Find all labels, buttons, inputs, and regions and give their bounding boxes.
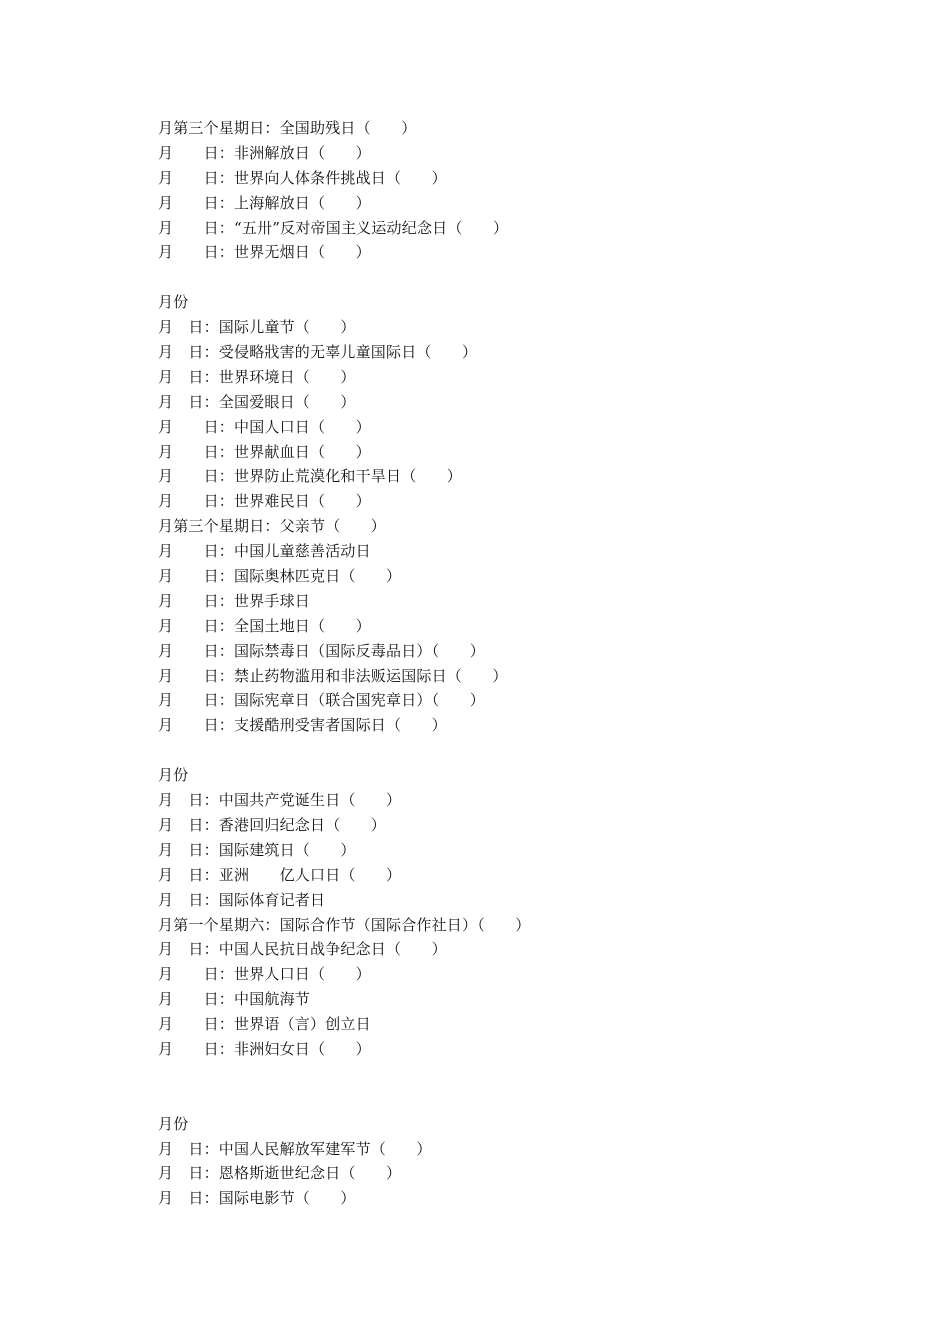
list-item: 月 日：世界环境日（ ） (158, 367, 356, 386)
list-item: 月 日：中国航海节 (158, 990, 311, 1009)
list-item: 月 日：非洲妇女日（ ） (158, 1039, 371, 1058)
august-section (158, 1112, 878, 1212)
spacer (158, 738, 878, 763)
list-item: 月 日：支援酷刑受害者国际日（ ） (158, 716, 447, 735)
list-item: 月 日：恩格斯逝世纪念日（ ） (158, 1164, 402, 1183)
list-item: 月 日：世界无烟日（ ） (158, 243, 371, 262)
list-item: 月第一个星期六：国际合作节（国际合作社日）（ ） (158, 915, 531, 934)
list-item: 月 日：全国土地日（ ） (158, 616, 371, 635)
list-item: 月 日：全国爱眼日（ ） (158, 392, 356, 411)
list-item: 月 日：非洲解放日（ ） (158, 143, 371, 162)
list-item: 月 日：中国儿童慈善活动日 (158, 542, 371, 561)
list-item: 月 日：世界语（言）创立日 (158, 1015, 371, 1034)
list-item: 月 日：国际宪章日（联合国宪章日）（ ） (158, 691, 485, 710)
list-item: 月 日：中国人口日（ ） (158, 417, 371, 436)
list-item: 月 日：国际儿童节（ ） (158, 318, 356, 337)
may-tail-section (158, 116, 878, 265)
list-item: 月 日：国际电影节（ ） (158, 1189, 356, 1208)
list-item: 月 日：“五卅”反对帝国主义运动纪念日（ ） (158, 218, 509, 237)
list-item: 月 日：国际建筑日（ ） (158, 840, 356, 859)
list-item: 月第三个星期日：父亲节（ ） (158, 517, 387, 536)
list-item: 月 日：国际奥林匹克日（ ） (158, 567, 402, 586)
list-item: 月 日：世界手球日 (158, 591, 311, 610)
month-heading: 月份 (158, 766, 189, 785)
list-item: 月 日：中国人民解放军建军节（ ） (158, 1139, 432, 1158)
list-item: 月 日：世界防止荒漠化和干旱日（ ） (158, 467, 463, 486)
holiday-list (158, 116, 878, 1211)
list-item: 月 日：世界向人体条件挑战日（ ） (158, 168, 447, 187)
list-item: 月 日：世界人口日（ ） (158, 965, 371, 984)
list-item: 月 日：禁止药物滥用和非法贩运国际日（ ） (158, 666, 508, 685)
list-item: 月 日：世界难民日（ ） (158, 492, 371, 511)
list-item: 月 日：国际体育记者日 (158, 890, 326, 909)
list-item: 月 日：中国人民抗日战争纪念日（ ） (158, 940, 447, 959)
list-item: 月 日：受侵略戕害的无辜儿童国际日（ ） (158, 343, 478, 362)
list-item: 月 日：亚洲 亿人口日（ ） (158, 865, 402, 884)
list-item: 月 日：世界献血日（ ） (158, 442, 371, 461)
month-heading: 月份 (158, 293, 189, 312)
june-section (158, 290, 878, 738)
list-item: 月 日：香港回归纪念日（ ） (158, 815, 387, 834)
list-item: 月 日：国际禁毒日（国际反毒品日）（ ） (158, 641, 485, 660)
list-item: 月 日：上海解放日（ ） (158, 193, 371, 212)
july-section (158, 763, 878, 1062)
spacer (158, 1062, 878, 1112)
month-heading: 月份 (158, 1114, 189, 1133)
list-item: 月 日：中国共产党诞生日（ ） (158, 791, 402, 810)
spacer (158, 265, 878, 290)
list-item: 月第三个星期日：全国助残日（ ） (158, 119, 417, 137)
